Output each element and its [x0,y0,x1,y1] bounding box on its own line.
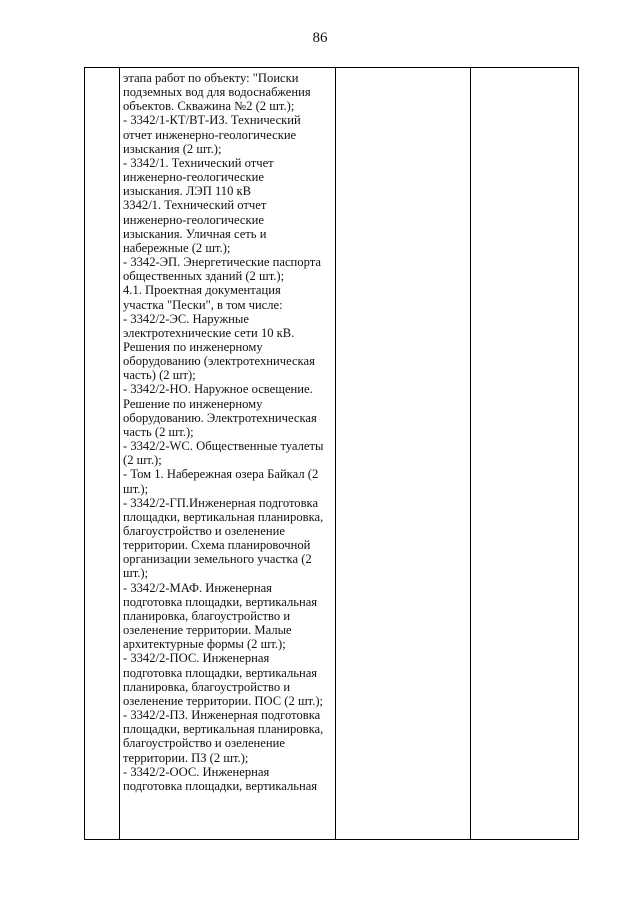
description-line: территории. ПЗ (2 шт.); [123,750,249,765]
description-line: площадки, вертикальная планировка, [123,722,324,737]
description-line: - 3342/2-ПОС. Инженерная [123,651,270,666]
description-line: часть (2 шт.); [123,424,194,439]
document-table [84,67,579,840]
description-line: подземных вод для водоснабжения [123,85,311,100]
description-line: отчет инженерно-геологические [123,127,297,142]
description-line: озеленение территории. Малые [123,623,292,638]
description-line: архитектурные формы (2 шт.); [123,637,286,652]
description-line: - 3342/2-НО. Наружное освещение. [123,382,313,397]
description-line: территории. Схема планировочной [123,538,311,553]
description-line: электротехнические сети 10 кВ. [123,325,295,340]
description-line: объектов. Скважина №2 (2 шт.); [123,99,295,114]
description-line: - 3342/2-ООС. Инженерная [123,764,270,779]
description-line: 4.1. Проектная документация [123,283,281,298]
description-line: часть) (2 шт); [123,368,196,383]
description-line: изыскания. ЛЭП 110 кВ [123,184,252,199]
description-line: шт.); [123,566,149,581]
description-line: Решения по инженерному [123,339,263,354]
description-line: Решение по инженерному [123,396,263,411]
description-line: подготовка площадки, вертикальная [123,778,318,793]
description-line: набережные (2 шт.); [123,240,231,255]
description-line: озеленение территории. ПОС (2 шт.); [123,693,324,708]
description-text [120,68,335,793]
description-line: площадки, вертикальная планировка, [123,509,324,524]
table-cell-empty-2 [471,68,579,840]
table-row [85,68,579,840]
description-line: 3342/1. Технический отчет [123,198,267,213]
description-line: - 3342/2-ГП.Инженерная подготовка [123,495,319,510]
table-cell-empty-1 [336,68,471,840]
description-line: (2 шт.); [123,453,162,468]
description-line: - 3342/2-МАФ. Инженерная [123,580,272,595]
description-line: подготовка площадки, вертикальная [123,665,318,680]
description-line: - 3342-ЭП. Энергетические паспорта [123,255,321,270]
page-number: 86 [312,30,328,46]
description-line: - 3342/1. Технический отчет [123,155,274,170]
description-line: благоустройство и озеленение [123,524,285,538]
description-line: оборудованию (электротехническая [123,354,315,369]
description-line: благоустройство и озеленение [123,736,285,751]
description-line: подготовка площадки, вертикальная [123,594,318,609]
description-line: планировка, благоустройство и [123,679,291,694]
description-line: - 3342/2-ЭС. Наружные [123,311,249,326]
table-cell-index [85,68,120,840]
description-line: общественных зданий (2 шт.); [123,269,285,284]
description-line: - 3342/2-WC. Общественные туалеты [123,439,324,454]
description-line: инженерно-геологические [123,170,264,185]
description-line: планировка, благоустройство и [123,608,291,623]
description-line: - Том 1. Набережная озера Байкал (2 [123,467,319,482]
description-line: участка "Пески", в том числе: [123,297,283,312]
description-line: - 3342/2-ПЗ. Инженерная подготовка [123,708,321,723]
description-line: организации земельного участка (2 [123,552,312,567]
description-line: оборудованию. Электротехническая [123,410,317,425]
description-line: - 3342/1-КТ/ВТ-ИЗ. Технический [123,113,301,128]
description-line: инженерно-геологические [123,212,264,227]
table-cell-description [120,68,336,840]
description-line: изыскания (2 шт.); [123,141,222,156]
description-line: изыскания. Уличная сеть и [123,226,267,241]
description-line: этапа работ по объекту: "Поиски [123,71,299,85]
description-line: шт.); [123,481,149,496]
